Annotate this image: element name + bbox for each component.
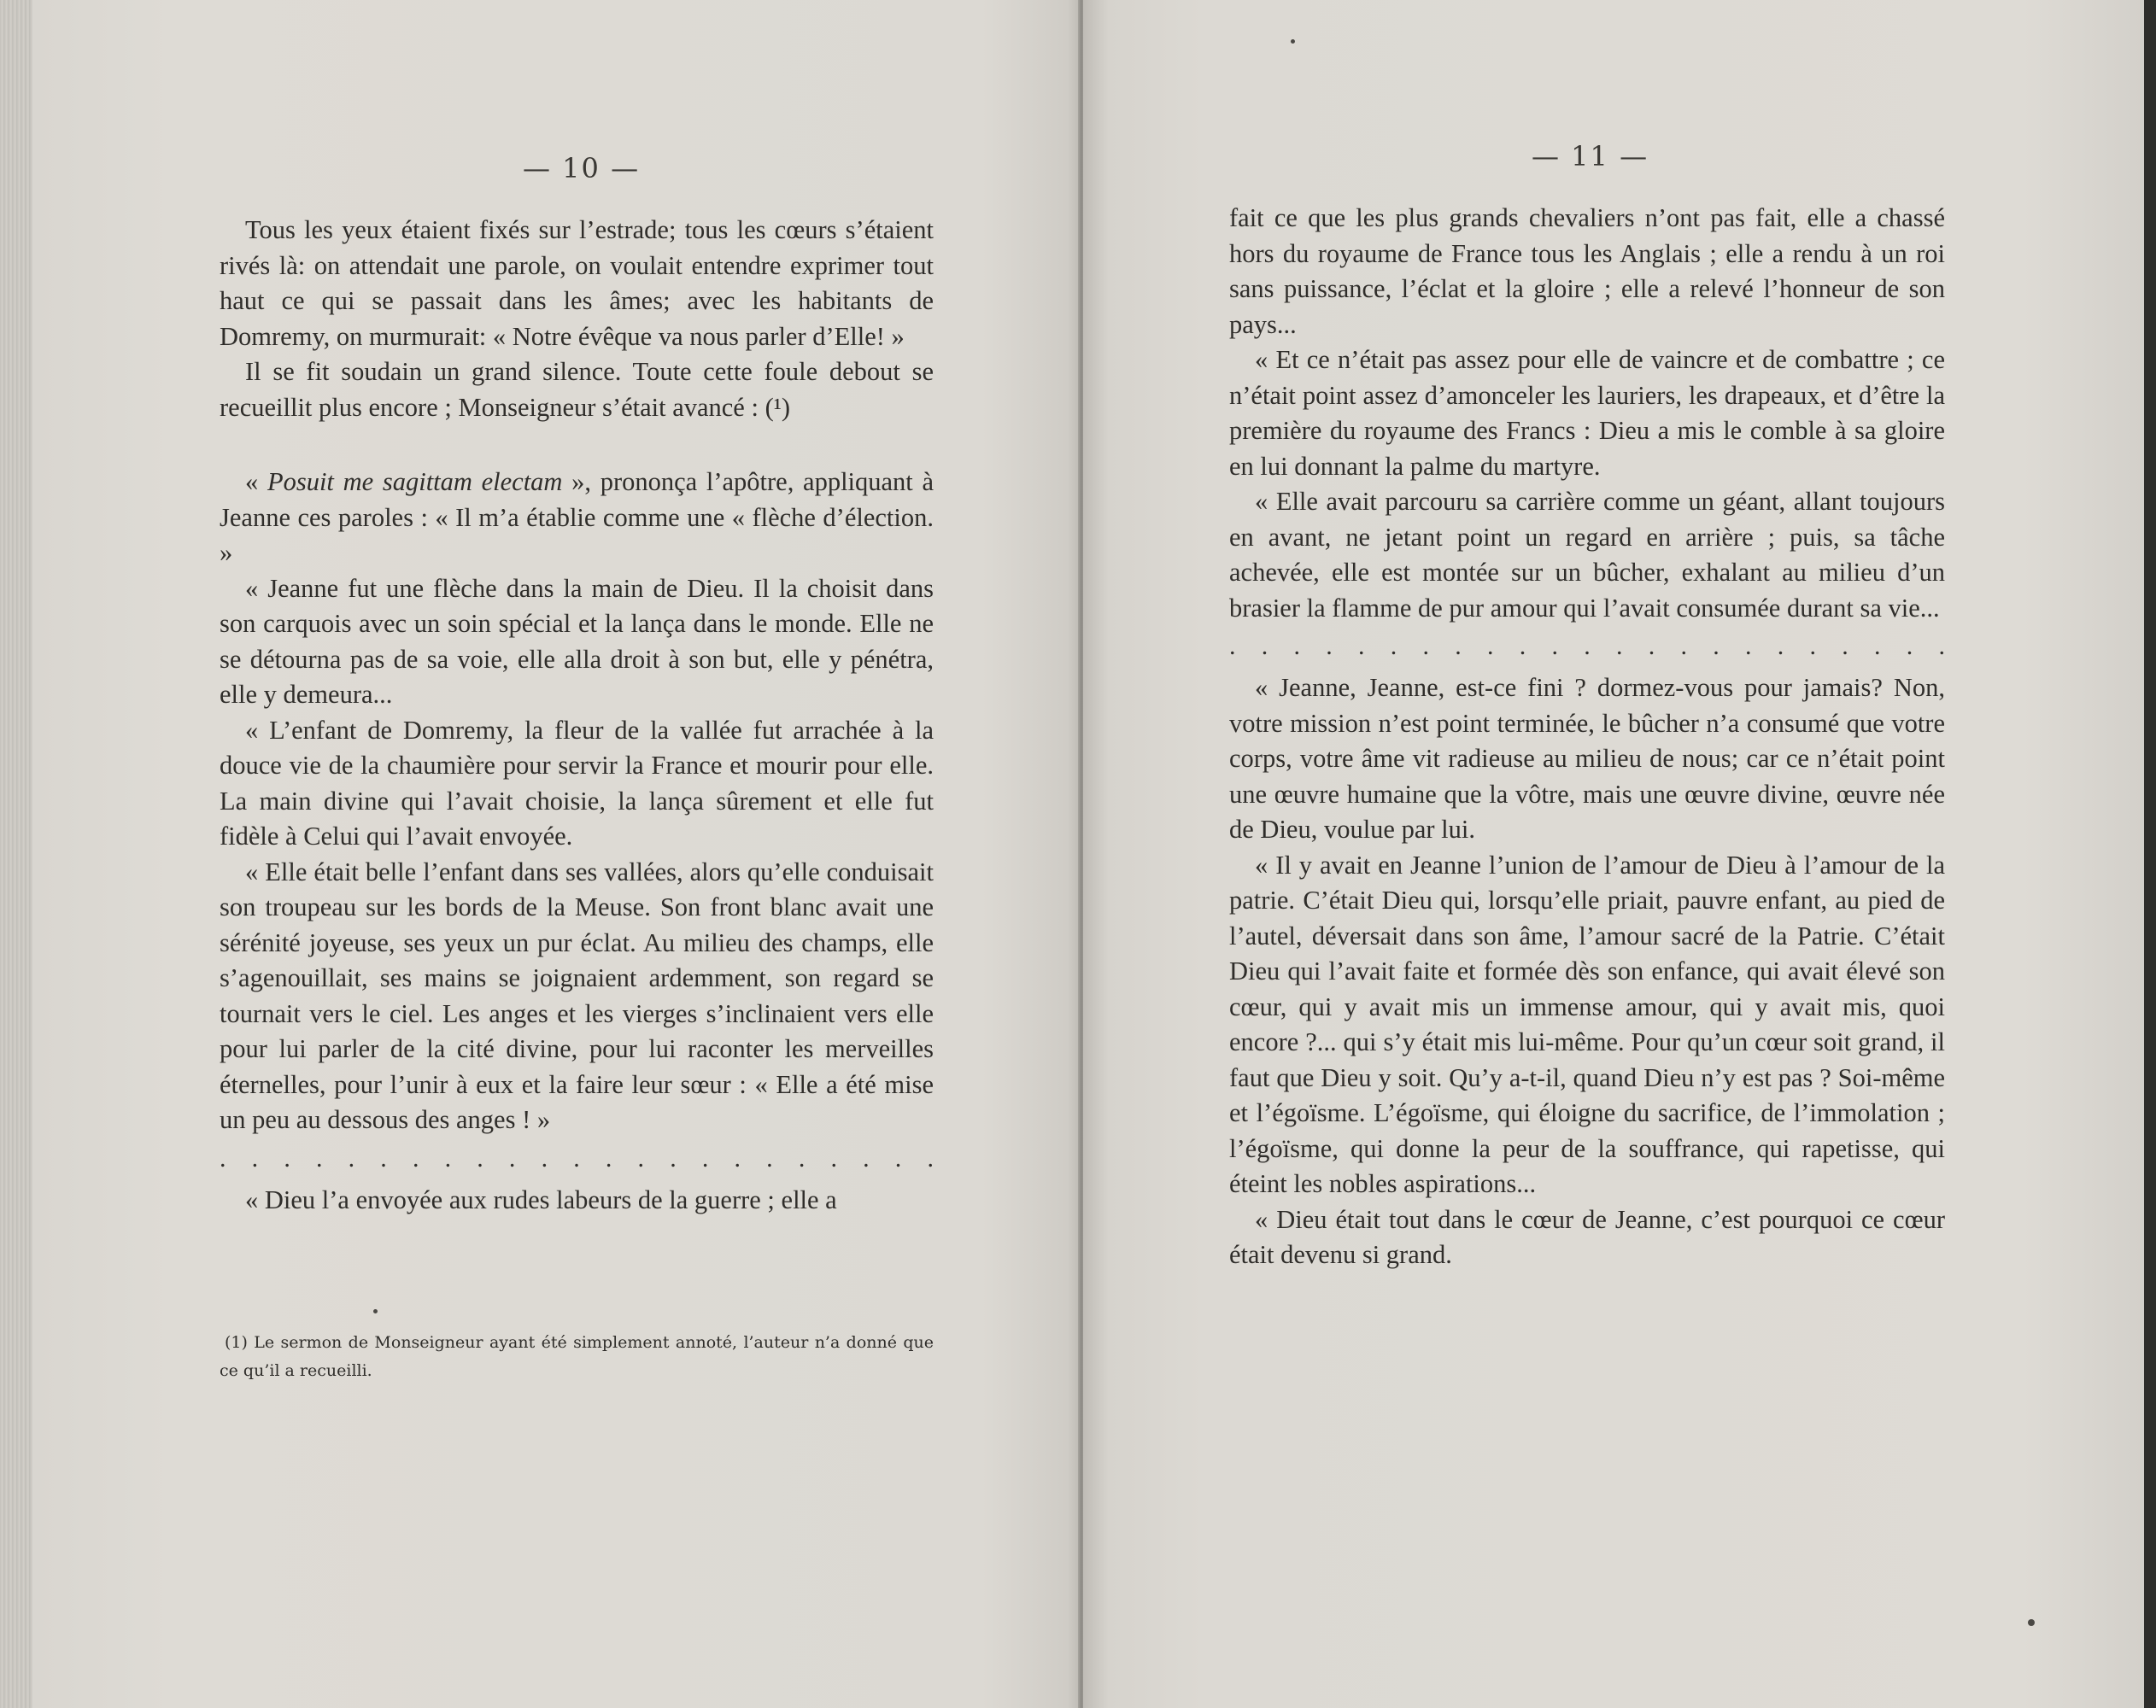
paragraph: « Jeanne, Jeanne, est-ce fini ? dormez-vous pour jamais? Non, votre mission n’est point terminée, le bûcher n’a consumé que votre corps, votre âme vit radieuse au milieu de nous; car ce n’était point une œuvre humaine que la vôtre, mais une œuvre divine, œuvre née de Dieu, voulue par lui. (1229, 673, 1945, 844)
paragraph: « L’enfant de Domremy, la fleur de la vallée fut arrachée à la douce vie de la chaumière pour servir la France et mourir pour elle. La main divine qui l’avait choisie, la lança sûrement et elle fut fidèle à Celui qui l’avait envoyée. (220, 715, 934, 851)
paragraph: Il se fit soudain un grand silence. Toute cette foule debout se recueillit plus encore ; Monseigneur s’était avancé : (¹) (220, 357, 934, 422)
paragraph: « Elle était belle l’enfant dans ses vallées, alors qu’elle conduisait son troupeau sur les bords de la Meuse. Son front blanc avait une sérénité joyeuse, ses yeux un pur éclat. Au milieu des champs, elle s’agenouillait, ses mains se joignaient ardemment, son regard se tournait vers le ciel. Les anges et les vierges s’inclinaient vers elle pour lui parler de la cité divine, pour lui raconter les merveilles éternelles, pour l’unir à eux et la faire leur sœur : « Elle a été mise un peu au dessous des anges ! » (220, 857, 934, 1134)
paragraph: « Il y avait en Jeanne l’union de l’amour de Dieu à l’amour de la patrie. C’était Dieu qui, lorsqu’elle priait, pauvre enfant, au pied de l’autel, déversait dans son âme, l’amour sacré de la Patrie. C’était Dieu qui l’avait faite et formée dès son enfance, qui avait élevé son cœur, qui y avait mis un immense amour, qui y avait mis, quoi encore ?... qui s’y était mis lui-même. Pour qu’un cœur soit grand, il faut que Dieu y soit. Qu’y a-t-il, quand Dieu n’y est pas ? Soi-même et l’égoïsme. L’égoïsme, qui éloigne du sacrifice, de l’immolation ; l’égoïsme, qui donne la peur de la souffrance, qui rapetisse, qui éteint les nobles aspirations... (1229, 850, 1945, 1198)
page-number-10: — 10 — (523, 152, 641, 184)
paragraph: « Dieu l’a envoyée aux rudes labeurs de la guerre ; elle a (245, 1184, 837, 1214)
paragraph: « Elle avait parcouru sa carrière comme un géant, allant toujours en avant, ne jetant point un regard en arrière ; puis, sa tâche achevée, elle est montée sur un bûcher, exhalant au milieu d’un brasier la flamme de pur amour qui l’avait consumée durant sa vie... (1229, 487, 1945, 623)
paragraph: « Jeanne fut une flèche dans la main de Dieu. Il la choisit dans son carquois avec un soin spécial et la lança dans le monde. Elle ne se détourna pas de sa voie, elle alla droit à son but, elle y pénétra, elle y demeura... (220, 573, 934, 709)
paragraph: « Dieu était tout dans le cœur de Jeanne, c’est pourquoi ce cœur était devenu si grand. (1229, 1204, 1945, 1269)
paragraph: fait ce que les plus grands chevaliers n’ont pas fait, elle a chassé hors du royaume de France tous les Anglais ; elle a rendu à un roi sans puissance, l’éclat et la gloire ; elle a relevé l’honneur de son pays... (1229, 203, 1945, 339)
paragraph-latin-quote (220, 465, 934, 571)
paper-speck (373, 1309, 378, 1313)
page-edges (0, 0, 32, 1708)
footnote-text: (1) Le sermon de Monseigneur ayant été simplement annoté, l’auteur n’a donné que ce qu’il a recueilli. (220, 1333, 934, 1380)
ellipsis-row: . . . . . . . . . . . . . . . . . . . . . . . (1229, 632, 1945, 660)
left-page-text (220, 213, 934, 1218)
ellipsis-row: . . . . . . . . . . . . . . . . . . . . . . . (220, 1144, 934, 1173)
quote-open: « (245, 467, 267, 496)
paragraph: « Et ce n’était pas assez pour elle de vaincre et de combattre ; ce n’était point assez d’amonceler les lauriers, les drapeaux, et d’être la première du royaume des Francs : Dieu a mis le comble à sa gloire en lui donnant la palme du martyre. (1229, 345, 1945, 481)
latin-quote: Posuit me sagittam electam (267, 467, 563, 496)
page-number-11: — 11 — (1532, 140, 1649, 173)
right-page-text (1229, 201, 1945, 1273)
quote-close: », prononça l’apôtre, appliquant à Jeanne ces paroles : « Il m’a établie comme une « flèche d’élection. » (220, 467, 934, 567)
paper-speck (1291, 39, 1295, 44)
paper-speck (2028, 1619, 2035, 1626)
paragraph: Tous les yeux étaient fixés sur l’estrade; tous les cœurs s’étaient rivés là: on attendait une parole, on voulait entendre exprimer tout haut ce qui se passait dans les âmes; avec les habitants de Domremy, on murmurait: « Notre évêque va nous parler d’Elle! » (220, 215, 934, 351)
footnote (220, 1329, 934, 1385)
right-page (1083, 0, 2144, 1708)
